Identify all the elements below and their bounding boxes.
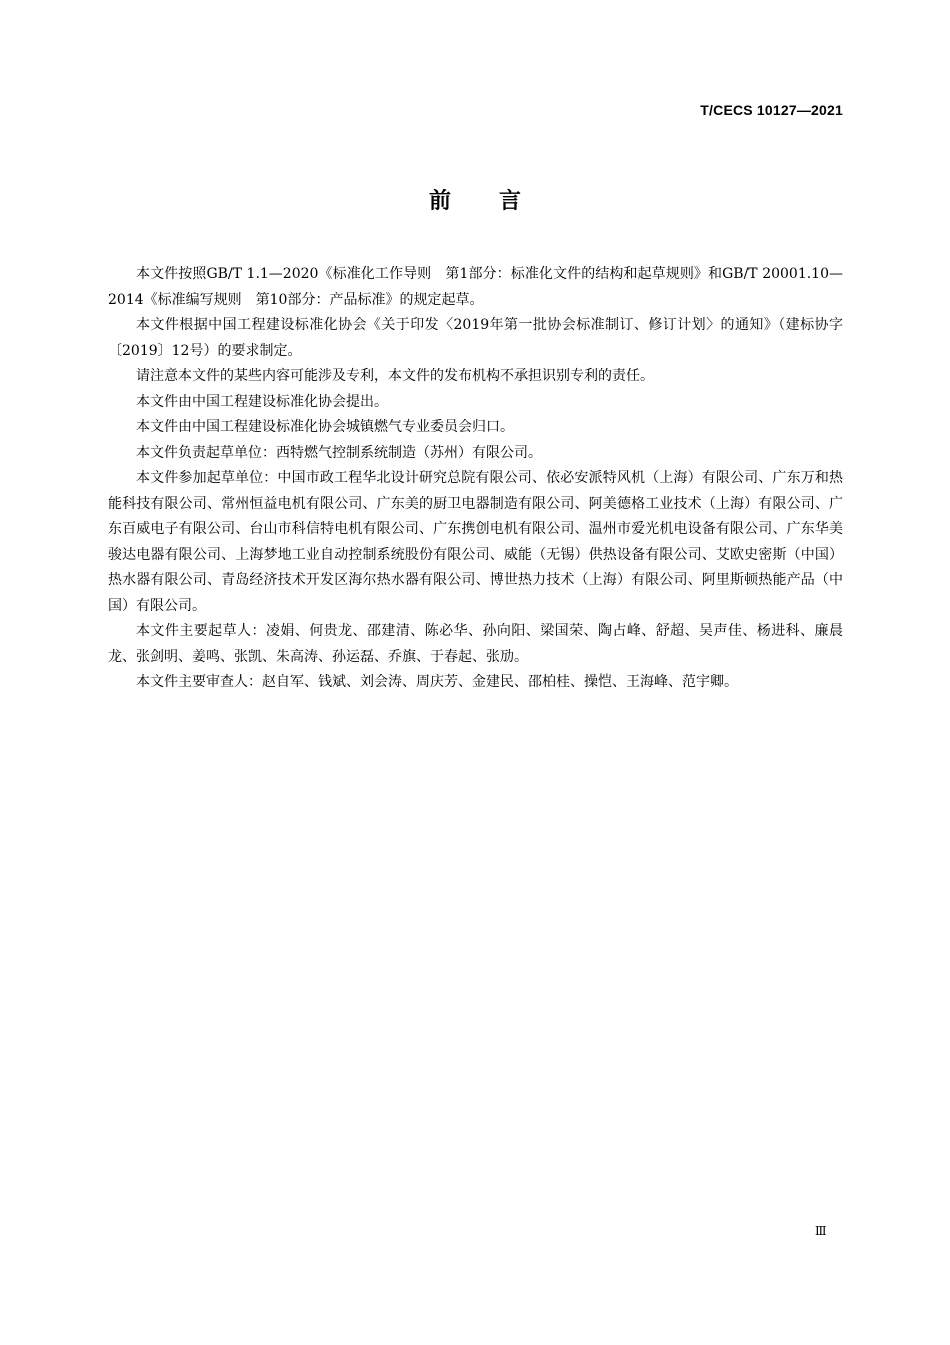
paragraph-main-drafters: 本文件主要起草人：凌娟、何贵龙、邵建清、陈必华、孙向阳、梁国荣、陶占峰、舒超、吴声佳、杨进科、廉晨龙、张剑明、姜鸣、张凯、朱高涛、孙运磊、乔旗、于春起、张劢。 — [108, 623, 843, 665]
standard-code-header: T/CECS 10127—2021 — [700, 102, 843, 118]
paragraph-main-reviewers: 本文件主要审查人：赵自军、钱斌、刘会涛、周庆芳、金建民、邵柏桂、操恺、王海峰、范宇卿。 — [136, 674, 738, 690]
paragraph-patent-notice: 请注意本文件的某些内容可能涉及专利，本文件的发布机构不承担识别专利的责任。 — [136, 368, 654, 384]
paragraph-managed-by: 本文件由中国工程建设标准化协会城镇燃气专业委员会归口。 — [136, 419, 514, 435]
paragraph-basis: 本文件根据中国工程建设标准化协会《关于印发〈2019年第一批协会标准制订、修订计划〉的通知》（建标协字〔2019〕12号）的要求制定。 — [108, 317, 843, 359]
page-number: Ⅲ — [815, 1224, 827, 1238]
paragraph-participating-units: 本文件参加起草单位：中国市政工程华北设计研究总院有限公司、依必安派特风机（上海）有限公司、广东万和热能科技有限公司、常州恒益电机有限公司、广东美的厨卫电器制造有限公司、阿美德格工业技术（上海）有限公司、广东百威电子有限公司、台山市科信特电机有限公司、广东携创电机有限公司、温州市爱光机电设备有限公司、广东华美骏达电器有限公司、上海梦地工业自动控制系统股份有限公司、威能（无锡）供热设备有限公司、艾欧史密斯（中国）热水器有限公司、青岛经济技术开发区海尔热水器有限公司、博世热力技术（上海）有限公司、阿里斯顿热能产品（中国）有限公司。 — [108, 470, 843, 614]
paragraph-drafting-rules: 本文件按照GB/T 1.1—2020《标准化工作导则 第1部分：标准化文件的结构和起草规则》和GB/T 20001.10—2014《标准编写规则 第10部分：产品标准》的规定起草。 — [108, 266, 843, 308]
foreword-body — [108, 262, 843, 696]
paragraph-proposed-by: 本文件由中国工程建设标准化协会提出。 — [136, 393, 388, 410]
paragraph-lead-drafter: 本文件负责起草单位：西特燃气控制系统制造（苏州）有限公司。 — [136, 444, 542, 461]
page-title: 前言 — [428, 189, 569, 214]
